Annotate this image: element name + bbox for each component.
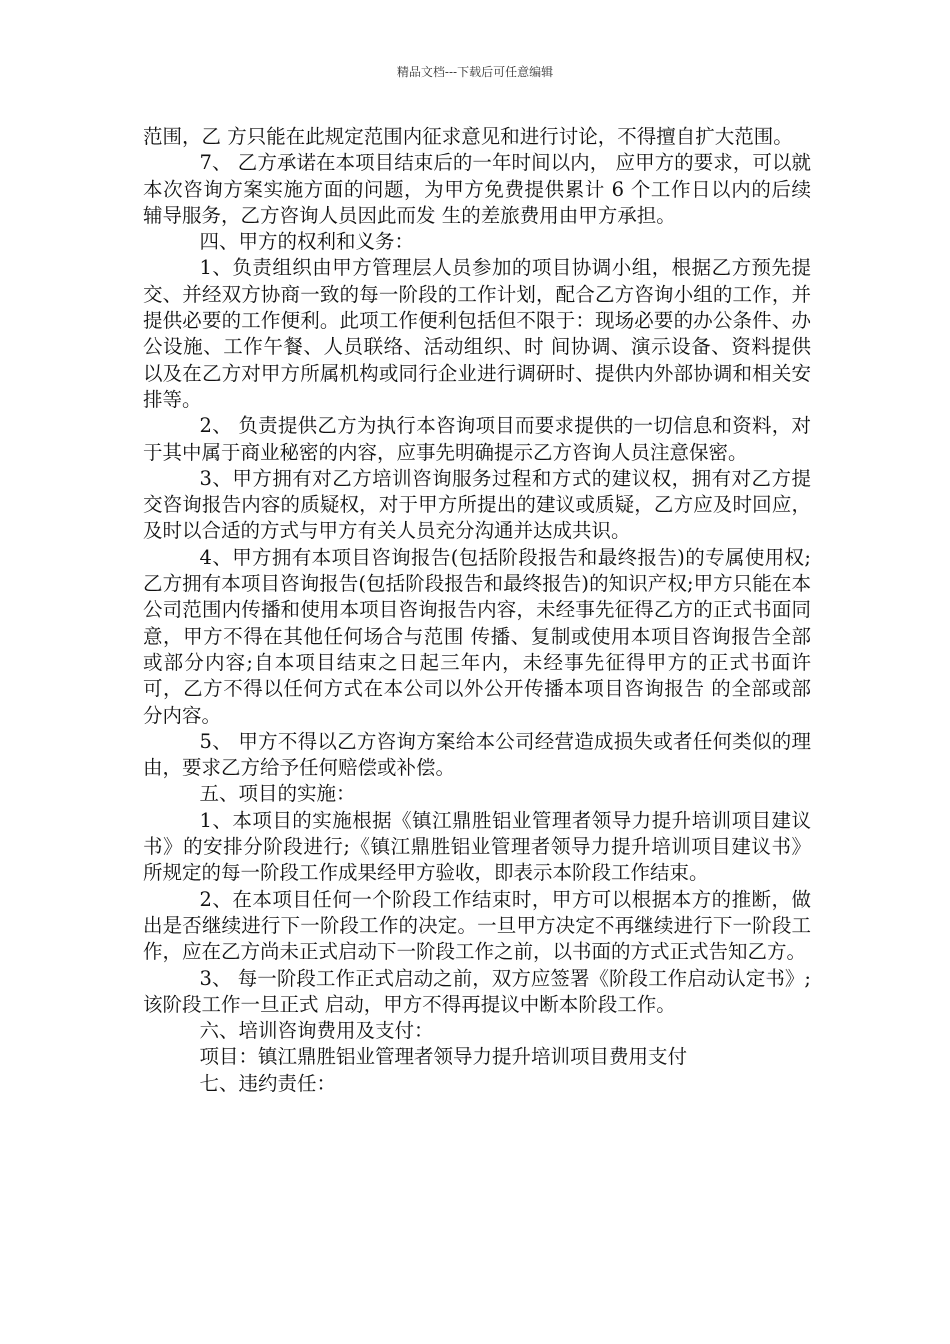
paragraph-implementation-clause-1: 1、本项目的实施根据《镇江鼎胜铝业管理者领导力提升培训项目建议书》的安排分阶段进行;《镇江鼎胜铝业管理者领导力提升培训项目建议书》所规定的每一阶段工作成果经甲方验收，即表示本阶段工作结束。: [143, 808, 811, 885]
paragraph-clause-7: 7、 乙方承诺在本项目结束后的一年时间以内， 应甲方的要求，可以就本次咨询方案实施方面的问题，为甲方免费提供累计 6 个工作日以内的后续辅导服务，乙方咨询人员因此而发 生的差旅费用由甲方承担。: [143, 151, 811, 227]
section-heading-fees: 六、培训咨询费用及支付：: [199, 1019, 434, 1043]
paragraph-implementation-clause-3: 3、 每一阶段工作正式启动之前，双方应签署《阶段工作启动认定书》;该阶段工作一旦正式 启动，甲方不得再提议中断本阶段工作。: [143, 966, 811, 1016]
document-body: [143, 124, 811, 1097]
page-header: 精品文档---下载后可任意编辑: [396, 65, 554, 79]
paragraph-fee-item: 项目：镇江鼎胜铝业管理者领导力提升培训项目费用支付: [199, 1045, 688, 1069]
paragraph-party-a-clause-3: 3、甲方拥有对乙方培训咨询服务过程和方式的建议权，拥有对乙方提交咨询报告内容的质疑权，对于甲方所提出的建议或质疑，乙方应及时回应，及时以合适的方式与甲方有关人员充分沟通并达成共识。: [143, 466, 811, 543]
section-heading-implementation: 五、项目的实施：: [199, 782, 356, 806]
paragraph-scope-continuation: 范围，乙 方只能在此规定范围内征求意见和进行讨论，不得擅自扩大范围。: [143, 125, 793, 148]
paragraph-party-a-clause-2: 2、 负责提供乙方为执行本咨询项目而要求提供的一切信息和资料，对于其中属于商业秘密的内容，应事先明确提示乙方咨询人员注意保密。: [143, 414, 811, 464]
section-heading-party-a-rights: 四、甲方的权利和义务：: [199, 230, 415, 254]
paragraph-party-a-clause-5: 5、 甲方不得以乙方咨询方案给本公司经营造成损失或者任何类似的理由，要求乙方给予任何赔偿或补偿。: [143, 729, 811, 780]
paragraph-party-a-clause-1: 1、负责组织由甲方管理层人员参加的项目协调小组，根据乙方预先提交、并经双方协商一致的每一阶段的工作计划，配合乙方咨询小组的工作，并提供必要的工作便利。此项工作便利包括但不限于：现场必要的办公条件、办公设施、工作午餐、人员联络、活动组织、时 间协调、演示设备、资料提供以及在乙方对甲方所属机构或同行企业进行调研时、提供内外部协调和相关安排等。: [143, 256, 811, 411]
paragraph-party-a-clause-4: 4、甲方拥有本项目咨询报告(包括阶段报告和最终报告)的专属使用权;乙方拥有本项目咨询报告(包括阶段报告和最终报告)的知识产权;甲方只能在本公司范围内传播和使用本项目咨询报告内容，未经事先征得乙方的正式书面同意，甲方不得在其他任何场合与范围 传播、复制或使用本项目咨询报告全部或部分内容;自本项目结束之日起三年内，未经事先征得甲方的正式书面许可，乙方不得以任何方式在本公司以外公开传播本项目咨询报告 的全部或部分内容。: [143, 545, 811, 727]
paragraph-implementation-clause-2: 2、在本项目任何一个阶段工作结束时，甲方可以根据本方的推断，做出是否继续进行下一阶段工作的决定。一旦甲方决定不再继续进行下一阶段工作，应在乙方尚未正式启动下一阶段工作之前，以书面的方式正式告知乙方。: [143, 887, 811, 964]
section-heading-breach: 七、违约责任：: [199, 1071, 337, 1095]
